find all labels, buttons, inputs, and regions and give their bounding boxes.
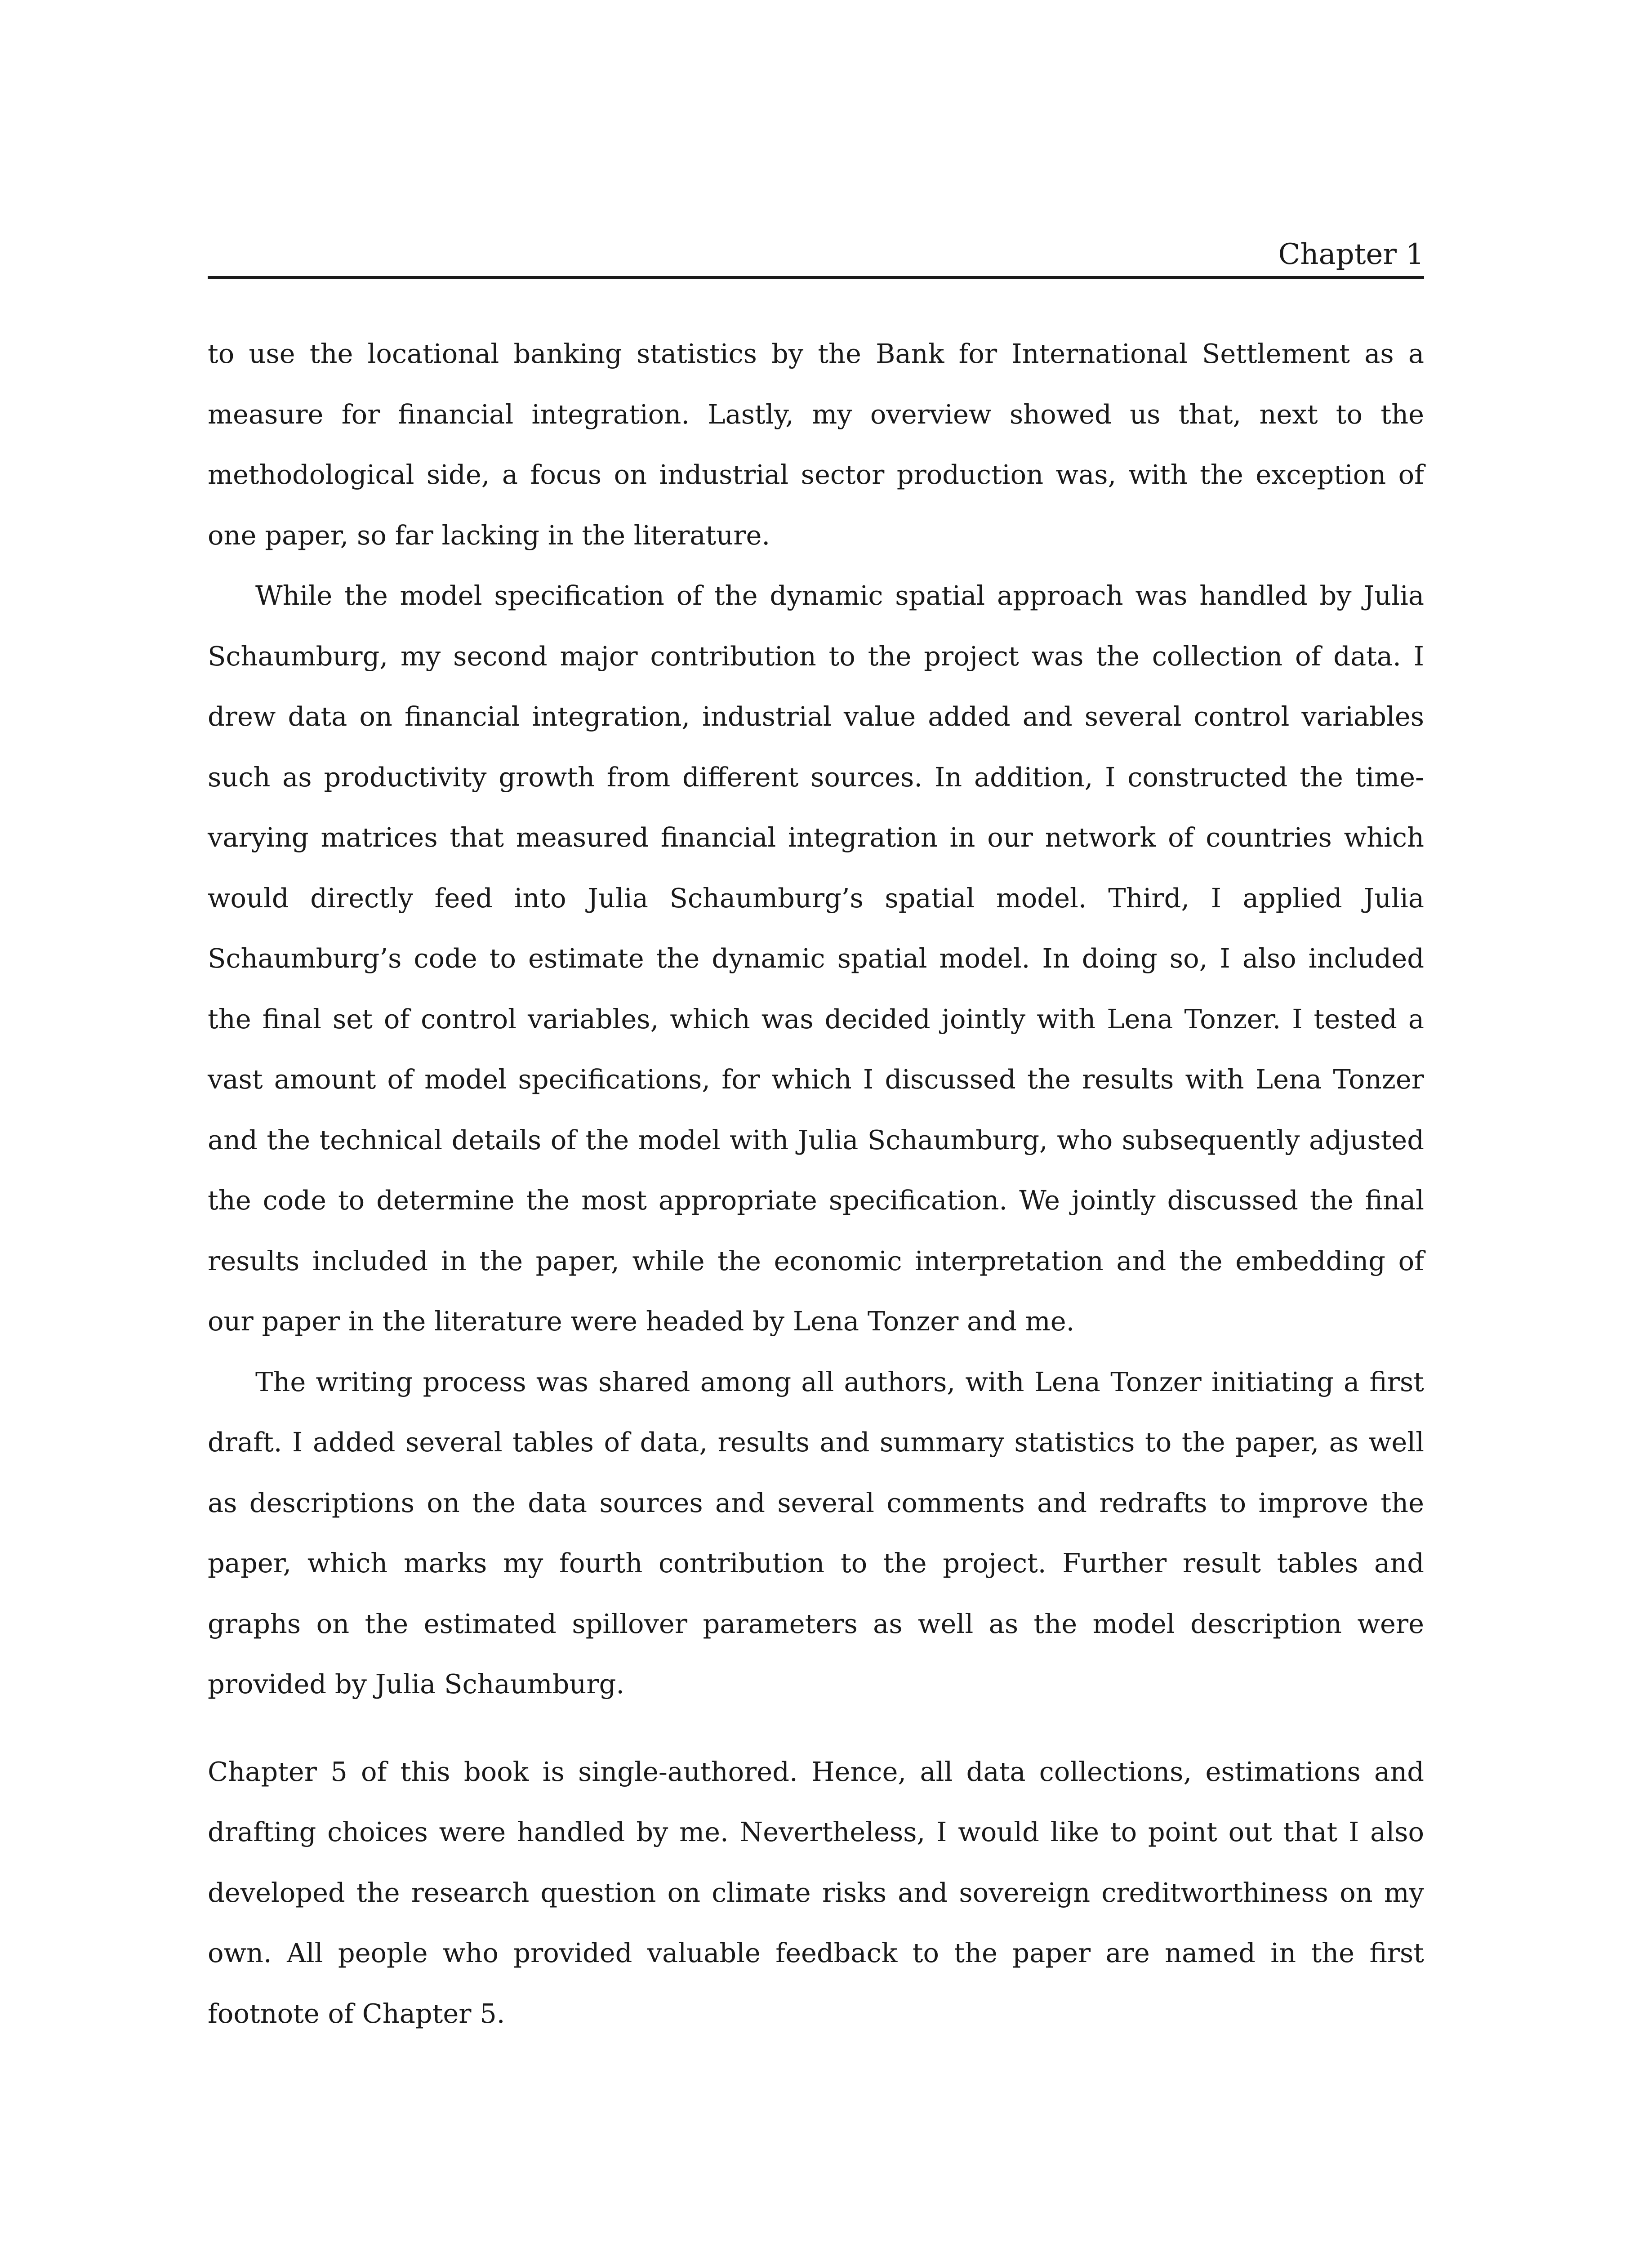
paragraph-chapter-5: Chapter 5 of this book is single-authored. Hence, all data collections, estimations and drafting choices were handled by me. Nevertheless, I would like to point out that I also developed the research question on climate risks and sovereign creditworthiness on my own. All people who provided valuable feedback to the paper are named in the first footnote of Chapter 5. bbox=[208, 1756, 1424, 2029]
header-rule bbox=[208, 276, 1424, 279]
body-text bbox=[208, 324, 1424, 2044]
paragraph-data-collection: While the model specification of the dynamic spatial approach was handled by Julia Schaumburg, my second major contribution to the project was the collection of data. I drew data on financial integration, industrial value added and several control variables such as productivity growth from different sources. In addition, I constructed the time-varying matrices that measured financial integration in our network of countries which would directly feed into Julia Schaumburg’s spatial model. Third, I applied Julia Schaumburg’s code to estimate the dynamic spatial model. In doing so, I also included the final set of control variables, which was decided jointly with Lena Tonzer. I tested a vast amount of model specifications, for which I discussed the results with Lena Tonzer and the technical details of the model with Julia Schaumburg, who subsequently adjusted the code to determine the most appropriate specification. We jointly discussed the final results included in the paper, while the economic interpretation and the embedding of our paper in the literature were headed by Lena Tonzer and me. bbox=[208, 580, 1424, 1337]
header-chapter-title: Chapter 1 bbox=[1278, 238, 1424, 271]
paragraph-continuation: to use the locational banking statistics by the Bank for International Settlement as a measure for financial integration. Lastly, my overview showed us that, next to the methodological side, a focus on industrial sector production was, with the exception of one paper, so far lacking in the literature. bbox=[208, 338, 1424, 551]
running-header bbox=[208, 234, 1424, 279]
paragraph-writing-process: The writing process was shared among all authors, with Lena Tonzer initiating a first draft. I added several tables of data, results and summary statistics to the paper, as well as descriptions on the data sources and several comments and redrafts to improve the paper, which marks my fourth contribution to the project. Further result tables and graphs on the estimated spillover parameters as well as the model description were provided by Julia Schaumburg. bbox=[208, 1366, 1424, 1699]
